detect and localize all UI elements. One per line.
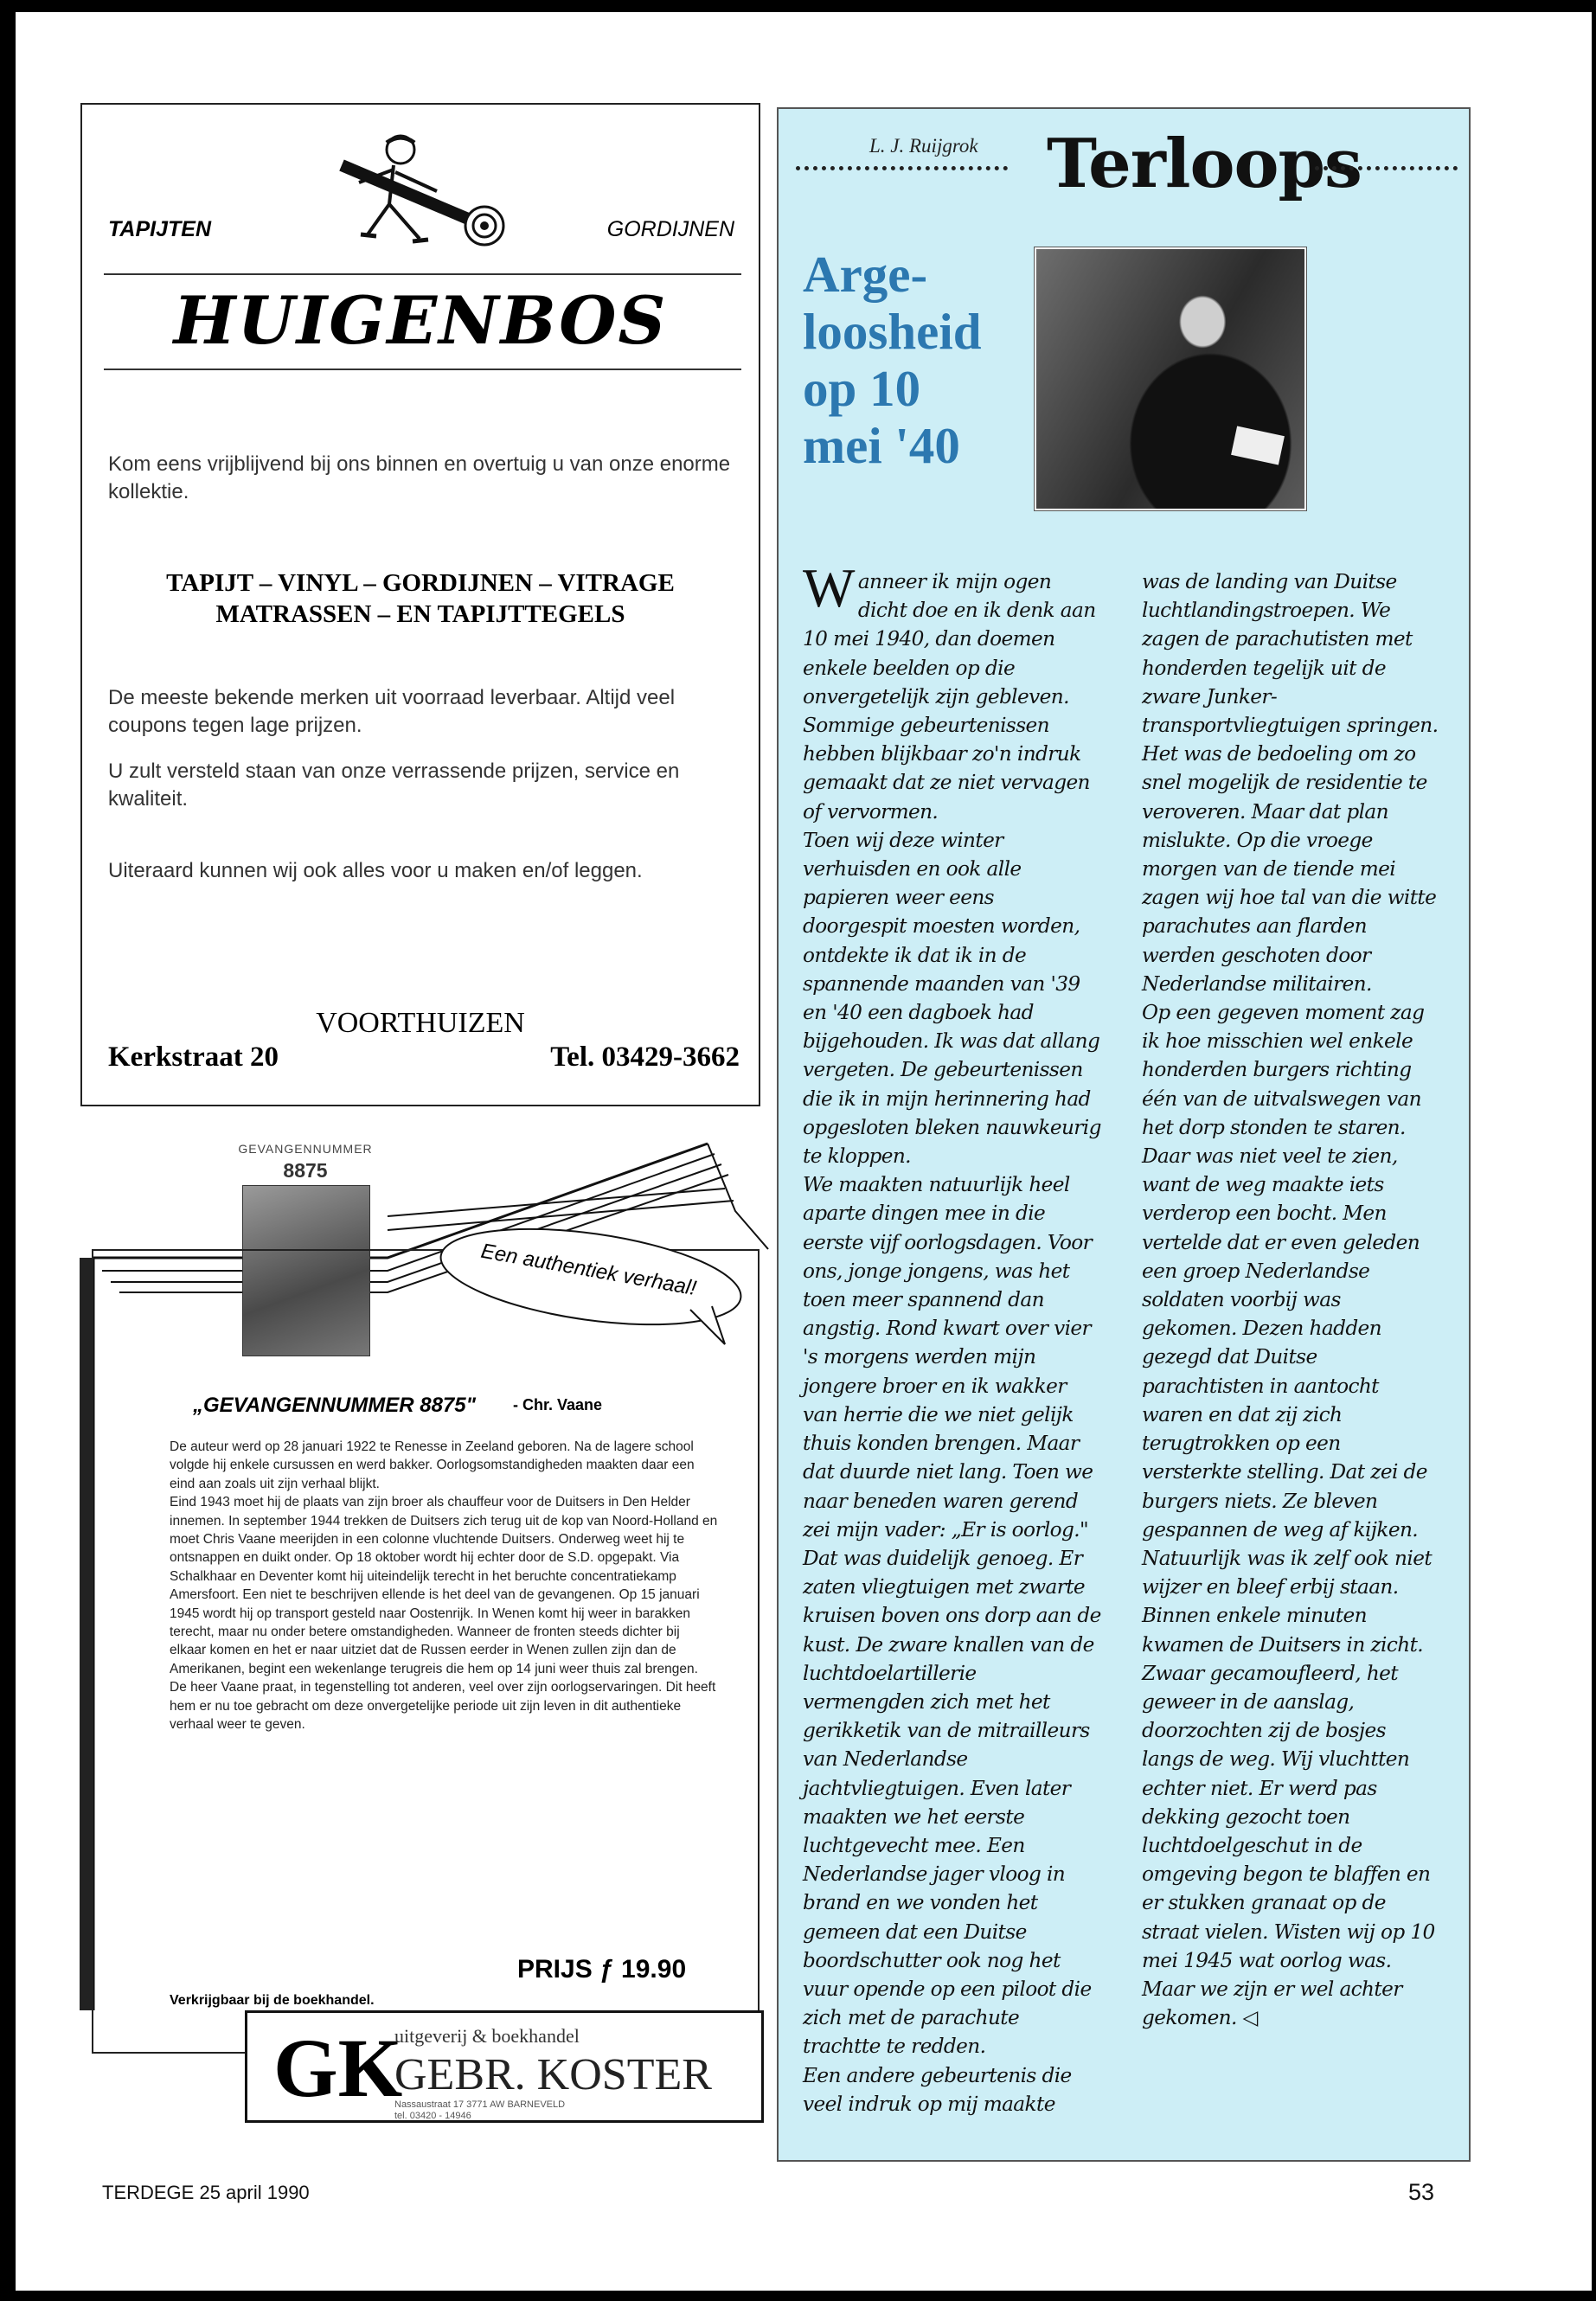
divider (104, 369, 741, 370)
service-paragraph: Uiteraard kunnen wij ook alles voor u maken en/of leggen. (108, 859, 643, 882)
availability-note: Verkrijgbaar bij de boekhandel. (170, 1993, 375, 2008)
book-description: De auteur werd op 28 januari 1922 te Renesse in Zeeland geboren. Na de lagere school volgde hij enkele cursussen en werd bakker. Oorlogsomstandigheden maakten daar een eind aan zoals uit zijn verhaal blijkt. Eind 1943 moet hij de plaats van zijn broer als chauffeur voor de Duitsers in Den Helder innemen. In september 1944 trekken de Duitsers zich terug uit de kop van Noord-Holland en moet Chris Vaane meerijden in een colonne vluchtende Duitsers. Onderweg weet hij te ontsnappen en duikt onder. Op 18 oktober wordt hij echter door de S.D. opgepakt. Via Schalkhaar en Deventer komt hij uiteindelijk terecht in het beruchte concentratiekamp Amersfoort. Een niet te beschrijven ellende is het deel van de gevangenen. Op 15 januari 1945 wordt hij op transport gesteld naar Oostenrijk. In Wenen komt hij weer in barakken terecht, maar nu onder betere omstandigheden. Wanneer de fronten steeds dichter bij elkaar komen en het er naar uitziet dat de Russen eerder in Wenen zullen zijn dan de Amerikanen, begint een wekenlange terugreis die hem op 14 juni weer thuis zal brengen. De heer Vaane praat, in tegenstelling tot anderen, veel over zijn oorlogservaringen. Dit heeft hem er nu toe gebracht om deze onvergetelijke periode uit zijn leven in dit authentieke verhaal weer te geven. (170, 1439, 718, 1733)
author-byline: L. J. Ruijgrok (869, 135, 978, 157)
cover-number: 8875 (283, 1159, 328, 1182)
speech-bubble (431, 1223, 760, 1353)
tapijten-tag: TAPIJTEN (108, 217, 211, 241)
publisher-subtitle: uitgeverij & boekhandel (394, 2025, 580, 2047)
photo-detail (1231, 426, 1285, 465)
carpet-man-illustration (307, 131, 515, 252)
brands-paragraph: De meeste bekende merken uit voorraad leverbaar. Altijd veel coupons tegen lage prijzen. (108, 686, 676, 737)
article-column-right: was de landing van Duitse luchtlandingstroepen. We zagen de parachutisten met honderden tegelijk uit de zware Junker-transportvliegtuigen springen. Het was de bedoeling om zo snel mogelijk de residentie te veroveren. Maar dat plan mislukte. Op die vroege morgen van de tiende mei zagen wij hoe tal van die witte parachutes aan flarden werden geschoten door Nederlandse militairen. Op een gegeven moment zag ik hoe misschien wel enkele honderden burgers richting één van de uitvalswegen van het dorp stonden te staren. Daar was niet veel te zien, want de weg maakte iets verderop een bocht. Men vertelde dat er even geleden een groep Nederlandse soldaten voorbij was gekomen. Dezen hadden gezegd dat Duitse parachtisten in aantocht waren en dat zij zich terugtrokken op een versterkte stelling. Dat zei de burgers niets. Ze bleven gespannen de weg af kijken. Natuurlijk was ik zelf ook niet wijzer en bleef erbij staan. Binnen enkele minuten kwamen de Duitsers in zicht. Zwaar gecamoufleerd, het geweer in de aanslag, doorzochten zij de bosjes langs de weg. Wij vluchtten echter niet. Er werd pas dekking gezocht toen luchtdoelgeschut in de omgeving begon te blaffen en er stukken granaat op de straat vielen. Wisten wij op 10 mei 1945 wat oorlog was. Maar we zijn er wel achter gekomen. ◁ (1142, 570, 1439, 2030)
gordijnen-tag: GORDIJNEN (606, 217, 734, 241)
brand-name: HUIGENBOS (173, 282, 668, 359)
street-address: Kerkstraat 20 (108, 1042, 279, 1073)
page-number: 53 (1408, 2179, 1435, 2205)
dotted-rule (1315, 161, 1458, 170)
prices-paragraph: U zult versteld staan van onze verrassende prijzen, service en kwaliteit. (108, 760, 680, 811)
publisher-name: GEBR. KOSTER (394, 2050, 712, 2099)
publisher-logo: GK (273, 2022, 403, 2114)
phone-number: Tel. 03429-3662 (550, 1042, 740, 1073)
product-list: TAPIJT – VINYL – GORDIJNEN – VITRAGE MATRASSEN – EN TAPIJTTEGELS (166, 569, 675, 628)
author-photo (1035, 247, 1306, 510)
book-title: „GEVANGENNUMMER 8875" (193, 1394, 476, 1417)
terloops-column (777, 107, 1471, 2162)
issue-info: TERDEGE 25 april 1990 (102, 2182, 310, 2203)
article-headline: Arge- loosheid op 10 mei '40 (803, 246, 982, 474)
drop-cap: W (803, 557, 855, 619)
cover-label: GEVANGENNUMMER (238, 1142, 373, 1156)
dotted-rule (796, 161, 1008, 170)
city: VOORTHUIZEN (316, 1007, 525, 1039)
publisher-address: Nassaustraat 17 3771 AW BARNEVELD tel. 03420 - 14946 (394, 2099, 566, 2121)
book-author: - Chr. Vaane (513, 1396, 603, 1413)
intro-text: Kom eens vrijblijvend bij ons binnen en overtuig u van onze enorme kollektie. (108, 452, 731, 503)
magazine-page (16, 12, 1592, 2291)
article-column-left: Wanneer ik mijn ogen dicht doe en ik denk aan 10 mei 1940, dan doemen enkele beelden op die onvergetelijk zijn gebleven. Sommige gebeurtenissen hebben blijkbaar zo'n indruk gemaakt dat ze niet vervagen of vervormen. Toen wij deze winter verhuisden en ook alle papieren weer eens doorgespit moesten worden, ontdekte ik dat ik in de spannende maanden van '39 en '40 een dagboek had bijgehouden. Ik was dat allang vergeten. De gebeurtenissen die ik in mijn herinnering had opgesloten bleken nauwkeurig te kloppen. We maakten natuurlijk heel aparte dingen mee in die eerste vijf oorlogsdagen. Voor ons, jonge jongens, was het toen meer spannend dan angstig. Rond kwart over vier 's morgens werden mijn jongere broer en ik wakker van herrie die we niet gelijk thuis konden brengen. Maar dat duurde niet lang. Toen we naar beneden waren gerend zei mijn vader: „Er is oorlog." Dat was duidelijk genoeg. Er zaten vliegtuigen met zwarte kruisen boven ons dorp aan de kust. De zware knallen van de luchtdoelartillerie vermengden zich met het gerikketik van de mitrailleurs van Nederlandse jachtvliegtuigen. Even later maakten we het eerste luchtgevecht mee. Een Nederlandse jager vloog in brand en we vonden het gemeen dat een Duitse boordschutter ook nog het vuur opende op een piloot die zich met de parachute trachtte te redden. Een andere gebeurtenis die veel indruk op mij maakte (803, 557, 1101, 2116)
book-price: PRIJS ƒ 19.90 (517, 1955, 687, 1984)
speech-text: Een authentiek verhaal! (478, 1239, 698, 1301)
section-title: Terloops (1047, 125, 1362, 203)
publisher-box (245, 2010, 764, 2123)
divider (104, 273, 741, 275)
huigenbos-ad (80, 103, 760, 1106)
